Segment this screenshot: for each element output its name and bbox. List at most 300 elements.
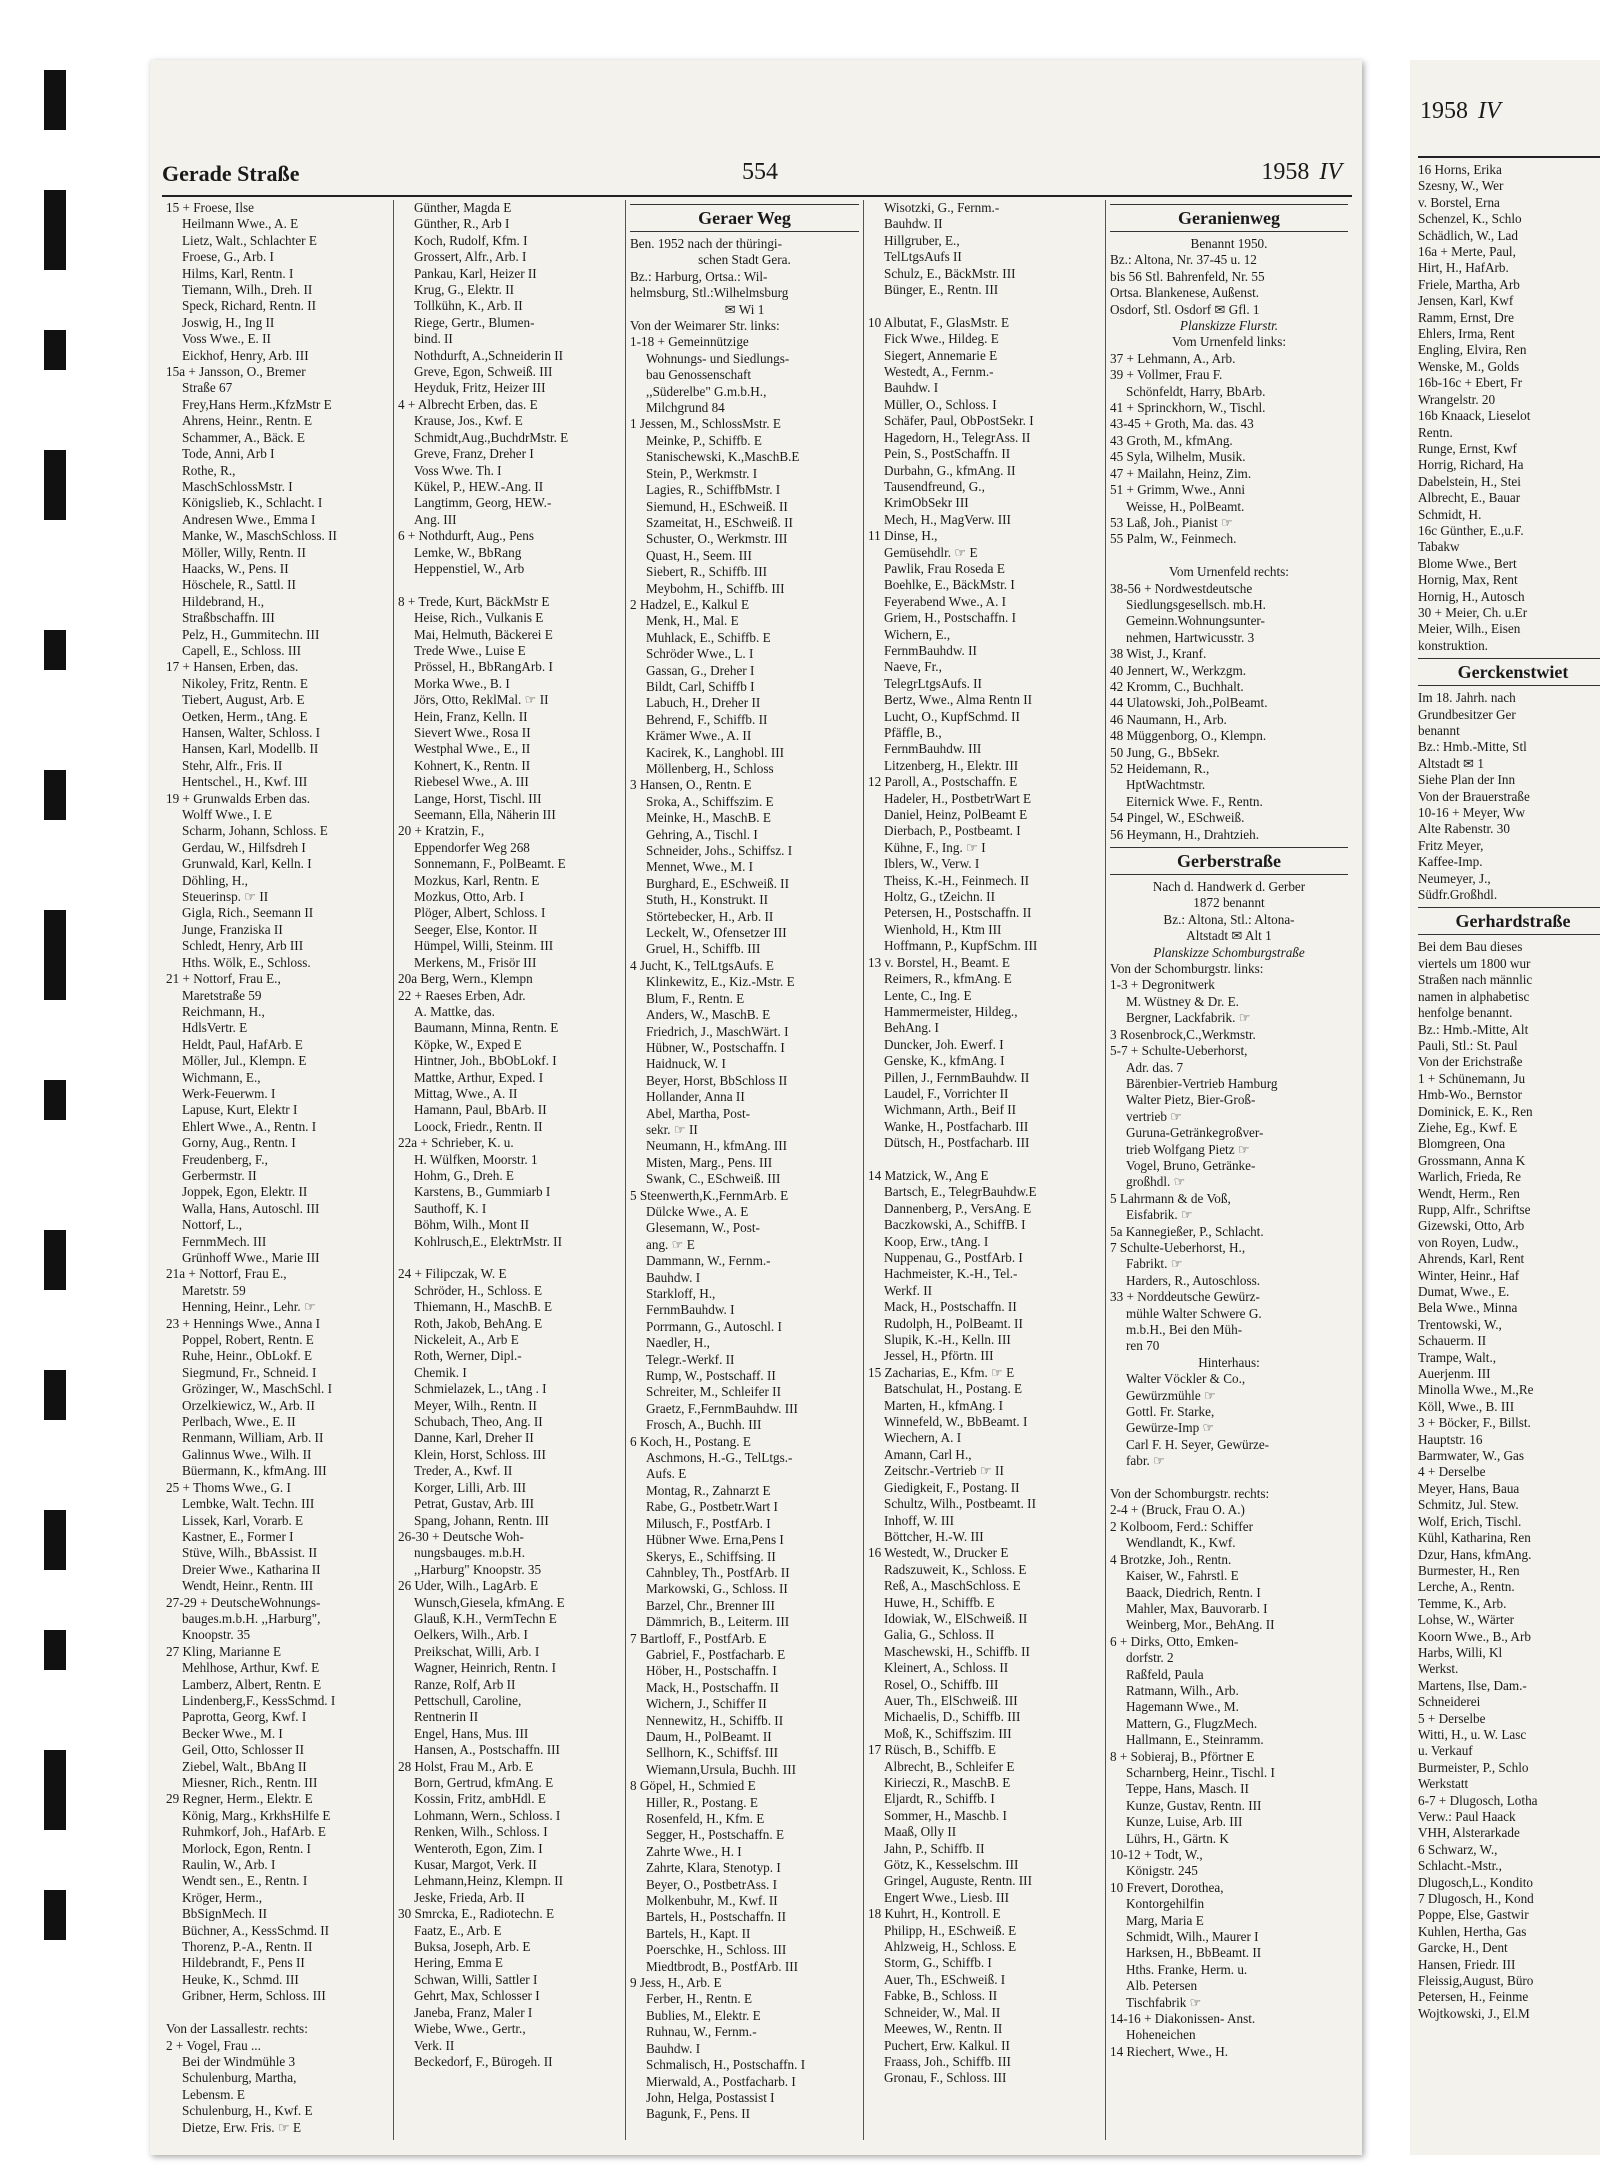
directory-entry: 8 + Trede, Kurt, BäckMstr E [398,593,550,609]
directory-entry: Hansen, A., Postschaffn. III [414,1742,560,1758]
directory-entry: Bz.: Altona, Nr. 37-45 u. 12 [1110,252,1257,268]
facing-directory-entry: Burmeister, P., Schlo [1418,1759,1529,1775]
directory-entry: 27-29 + DeutscheWohnungs- [166,1594,321,1610]
facing-directory-entry: Grossmann, Anna K [1418,1152,1526,1168]
directory-entry: Bartels, H., Postschaffn. II [646,1909,787,1925]
directory-entry: Schammer, A., Bäck. E [182,429,305,445]
directory-entry: Pein, S., PostSchaffn. II [884,446,1011,462]
directory-entry: Rudolph, H., PolBeamt. II [884,1315,1023,1331]
directory-entry: Kükel, P., HEW.-Ang. II [414,478,544,494]
directory-entry: Engert Wwe., Liesb. III [884,1889,1009,1905]
directory-entry: 12 Paroll, A., Postschaffn. E [868,774,1018,790]
directory-entry: Büermann, K., kfmAng. III [182,1463,327,1479]
directory-entry: Vom Urnenfeld rechts: [1169,564,1289,580]
directory-entry: Meybohm, H., Schiffb. III [646,580,785,596]
facing-directory-entry: Rentn. [1418,424,1453,440]
directory-entry: Wichmann, E., [182,1069,261,1085]
facing-directory-entry: Bela Wwe., Minna [1418,1300,1518,1316]
directory-entry: 13 v. Borstel, H., Beamt. E [868,954,1010,970]
directory-entry: Ratmann, Wilh., Arb. [1126,1682,1239,1698]
directory-entry: m.b.H., Bei den Müh- [1126,1322,1243,1337]
facing-directory-entry: Poppe, Else, Gastwir [1418,1907,1529,1923]
directory-entry: Baumann, Minna, Rentn. E [414,1020,559,1036]
directory-entry: Kleinert, A., Schloss. II [884,1660,1009,1676]
directory-entry: Kastner, E., Former I [182,1528,294,1544]
directory-entry: Mattern, G., FlugzMech. [1126,1715,1258,1731]
directory-entry: Möller, Willy, Rentn. II [182,544,306,560]
directory-entry: Altstadt ✉ Alt 1 [1186,928,1272,944]
directory-entry: Winnefeld, W., BbBeamt. I [884,1414,1028,1430]
directory-entry: Milusch, F., PostfArb. I [646,1515,771,1531]
directory-entry: Gassan, G., Dreher I [646,662,755,678]
directory-entry: Westedt, A., Fernm.- [884,364,994,380]
directory-entry: Wagner, Heinrich, Rentn. I [414,1660,556,1676]
directory-entry: Lebensm. E [182,2086,245,2102]
facing-directory-entry: 5 + Derselbe [1418,1710,1486,1726]
directory-entry: 10 Frevert, Dorothea, [1110,1879,1224,1895]
directory-entry: Ziebel, Walt., BbAng II [182,1758,307,1774]
directory-entry: Mittag, Wwe., A. II [414,1085,518,1101]
facing-directory-entry: Blomgreen, Ona [1418,1136,1506,1152]
directory-entry: Störtebecker, H., Arb. II [646,908,774,924]
directory-entry: Daniel, Heinz, PolBeamt E [884,807,1028,823]
facing-directory-entry: Ziehe, Eg., Kwf. E [1418,1119,1518,1135]
directory-entry: Frey,Hans Herm.,KfzMstr E [182,396,332,412]
directory-entry: Nach d. Handwerk d. Gerber [1152,879,1306,895]
directory-entry: Schreiter, M., Schleifer II [646,1384,781,1400]
directory-column-1 [162,200,394,2140]
directory-entry: Schäfer, Paul, ObPostSekr. I [884,413,1034,429]
directory-entry: helmsburg, Stl.:Wilhelmsburg [630,285,789,301]
directory-entry: 37 + Lehmann, A., Arb. [1110,350,1236,366]
directory-entry: Iblers, W., Verw. I [884,856,980,872]
directory-entry: Böhm, Wilh., Mont II [414,1217,529,1233]
directory-entry: John, Helga, Postassist I [646,2089,775,2105]
facing-directory-entry: Meyer, Hans, Baua [1418,1480,1520,1496]
directory-entry: Stein, P., Werkmstr. I [646,465,758,481]
facing-directory-entry: Szesny, W., Wer [1418,178,1504,194]
directory-entry: Eljardt, R., Schiffb. I [884,1791,995,1807]
directory-entry: dorfstr. 2 [1126,1650,1174,1666]
directory-entry: Froese, G., Arb. I [182,249,274,265]
facing-directory-entry: Schmitz, Jul. Stew. [1418,1497,1519,1513]
facing-edition-year: 1958 [1420,98,1468,124]
directory-entry: Westphal Wwe., E., II [414,741,531,757]
directory-entry: 17 Rüsch, B., Schiffb. E [868,1742,996,1758]
directory-entry: trieb Wolfgang Pietz ☞ [1126,1141,1250,1157]
directory-entry: Seeger, Else, Kontor. II [414,921,538,937]
directory-entry: Wiebe, Wwe., Gertr., [414,2021,526,2037]
directory-entry: Kaiser, W., Fahrstl. E [1126,1568,1239,1584]
directory-entry: mühle Walter Schwere G. [1126,1305,1262,1321]
street-heading: Gerckenstwiet [1418,658,1600,686]
directory-entry: Wiechern, A. I [884,1430,962,1446]
directory-entry: 4 Brotzke, Joh., Rentn. [1110,1551,1232,1567]
directory-entry: 43 Groth, M., kfmAng. [1110,432,1233,448]
facing-directory-entry: Grundbesitzer Ger [1418,706,1516,722]
directory-entry: 28 Holst, Frau M., Arb. E [398,1758,534,1774]
directory-entry [1110,548,1348,564]
directory-entry: Miedtbrodt, B., PostfArb. III [646,1958,799,1974]
directory-entry: TelegrLtgsAufs. II [884,675,982,691]
facing-directory-entry: Auerjenm. III [1418,1366,1491,1382]
facing-directory-entry: Pauli, Stl.: St. Paul [1418,1037,1518,1053]
directory-entry: Lembke, Walt. Techn. III [182,1496,315,1512]
directory-entry: Riege, Gertr., Blumen- [414,314,535,330]
directory-entry: Eppendorfer Weg 268 [414,839,530,855]
street-heading: Geraer Weg [630,204,859,232]
directory-entry: Griem, H., Postschaffn. I [884,610,1016,626]
directory-column-4 [864,200,1106,2140]
directory-entry: Steuerinsp. ☞ II [182,889,269,905]
facing-directory-entry: Friele, Martha, Arb [1418,276,1520,292]
directory-entry: Junge, Franziska II [182,921,283,937]
directory-entry: Storm, G., Schiffb. I [884,1955,992,1971]
facing-directory-entry: 16b-16c + Ebert, Fr [1418,375,1523,391]
directory-entry: Bauhdw. I [646,1269,701,1285]
directory-entry: 3 Rosenbrock,C.,Werkmstr. [1110,1026,1256,1042]
directory-entry: Nottorf, L., [182,1217,243,1233]
directory-entry: König, Marg., KrkhsHilfe E [182,1807,331,1823]
edition-label [1261,159,1342,186]
directory-entry: Aufs. E [646,1466,687,1482]
facing-directory-entry: benannt [1418,723,1460,738]
directory-entry: Schubach, Theo, Ang. II [414,1414,543,1430]
facing-directory-entry: Garcke, H., Dent [1418,1940,1508,1956]
directory-entry: Götz, K., Kesselschm. III [884,1857,1019,1873]
directory-entry: Koop, Erw., tAng. I [884,1233,989,1249]
directory-entry: Markowski, G., Schloss. II [646,1581,788,1597]
directory-entry: Lietz, Walt., Schlachter E [182,232,317,248]
directory-entry: Roth, Werner, Dipl.- [414,1348,522,1364]
directory-entry: MaschSchlossMstr. I [182,478,293,494]
facing-directory-entry: Kuhlen, Hertha, Gas [1418,1923,1527,1939]
facing-directory-entry: Fritz Meyer, [1418,837,1484,853]
facing-directory-entry: Hauptstr. 16 [1418,1431,1483,1447]
directory-entry: 27 Kling, Marianne E [166,1643,281,1659]
directory-entry: Böttcher, H.-W. III [884,1528,984,1544]
directory-entry: Ferber, H., Rentn. E [646,1991,753,2007]
directory-entry: Wohnungs- und Siedlungs- [646,350,790,366]
directory-entry: Paprotta, Georg, Kwf. I [182,1709,307,1725]
facing-directory-entry: Winter, Heinr., Haf [1418,1267,1520,1283]
directory-entry: Dreier Wwe., Katharina II [182,1561,321,1577]
directory-entry: Pettschull, Caroline, [414,1692,522,1708]
directory-entry: Dämmrich, B., Leiterm. III [646,1614,790,1630]
facing-directory-entry: Dumat, Wwe., E. [1418,1284,1510,1299]
directory-entry: Daum, H., PolBeamt. II [646,1728,772,1744]
directory-entry: Laudel, F., Vorrichter II [884,1085,1009,1101]
directory-entry: 38-56 + Nordwestdeutsche [1110,580,1253,596]
directory-entry: Wendt sen., E., Rentn. I [182,1873,308,1889]
directory-entry: Greve, Franz, Dreher I [414,446,534,462]
directory-entry: vertrieb ☞ [1126,1108,1183,1124]
directory-entry: Bz.: Altona, Stl.: Altona- [1163,911,1295,927]
directory-entry: ,,Harburg" Knoopstr. 35 [414,1561,542,1577]
directory-entry: Muhlack, E., Schiffb. E [646,629,771,645]
directory-entry: Hachmeister, K.-H., Tel.- [884,1266,1018,1282]
directory-entry: Trede Wwe., Luise E [414,642,526,658]
directory-columns [162,200,1352,2140]
directory-entry: Radszuweit, K., Schloss. E [884,1561,1027,1577]
directory-entry: Auer, Th., ElSchweiß. III [884,1692,1018,1708]
facing-directory-entry: Petersen, H., Feinme [1418,1989,1529,2005]
facing-directory-entry: Runge, Ernst, Kwf [1418,440,1517,456]
directory-entry: Swank, C., ESchweiß. III [646,1171,781,1187]
directory-entry: Kunze, Luise, Arb. III [1126,1814,1243,1830]
directory-entry: Stanischewski, K.,MaschB.E [646,449,800,465]
directory-entry: bis 56 Stl. Bahrenfeld, Nr. 55 [1110,268,1265,284]
directory-entry: Benannt 1950. [1190,236,1268,251]
directory-entry [868,1152,1101,1168]
directory-entry [868,298,1101,314]
directory-entry: Lührs, H., Gärtn. K [1126,1830,1229,1846]
directory-entry: 5a Kannegießer, P., Schlacht. [1110,1223,1264,1239]
directory-entry: Duncker, Joh. Ewerf. I [884,1036,1004,1052]
directory-entry: Jeske, Frieda, Arb. II [414,1889,525,1905]
directory-entry: Gemüsehdlr. ☞ E [884,544,978,560]
directory-entry: Kirieczi, R., MaschB. E [884,1775,1011,1790]
directory-entry: Bz.: Harburg, Ortsa.: Wil- [630,268,768,284]
directory-entry: Petrat, Gustav, Arb. III [414,1496,534,1512]
directory-entry: Marg, Maria E [1126,1912,1204,1928]
directory-entry: Zeitschr.-Vertrieb ☞ II [884,1463,1004,1479]
directory-entry: bind. II [414,331,453,347]
directory-entry: Gigla, Rich., Seemann II [182,905,314,921]
directory-entry: Maretstraße 59 [182,987,262,1003]
facing-directory-entry: Ahrends, Karl, Rent [1418,1251,1525,1267]
directory-entry: Merkens, M., Frisör III [414,954,537,970]
facing-directory-entry: Siehe Plan der Inn [1418,772,1516,788]
facing-directory-entry: Jensen, Karl, Kwf [1418,293,1514,309]
directory-entry: Engel, Hans, Mus. III [414,1725,529,1741]
directory-entry: Renmann, William, Arb. II [182,1430,324,1446]
directory-entry: Buksa, Joseph, Arb. E [414,1939,531,1955]
directory-entry: 44 Ulatowski, Joh.,PolBeamt. [1110,695,1268,711]
directory-entry: Mack, H., Postschaffn. II [884,1299,1017,1315]
directory-entry: 47 + Mailahn, Heinz, Zim. [1110,465,1252,481]
directory-entry: Glesemann, W., Post- [646,1220,760,1236]
directory-entry: Gringel, Auguste, Rentn. III [884,1873,1032,1889]
directory-entry: Schmielazek, L., tAng . I [414,1381,547,1397]
directory-entry: 24 + Filipczak, W. E [398,1266,507,1282]
facing-directory-entry: Werkst. [1418,1661,1459,1677]
directory-entry: 25 + Thoms Wwe., G. I [166,1479,291,1495]
directory-entry: Gorny, Aug., Rentn. I [182,1135,296,1151]
directory-entry: Manke, W., MaschSchloss. II [182,528,337,544]
directory-entry: Montag, R., Zahnarzt E [646,1482,771,1498]
directory-entry: Schmalisch, H., Postschaffn. I [646,2057,806,2073]
directory-entry: Harders, R., Autoschloss. [1126,1272,1261,1288]
directory-entry: Bünger, E., Rentn. III [884,282,999,298]
facing-directory-entry: Trentowski, W., [1418,1316,1502,1332]
directory-entry: 1-18 + Gemeinnützige [630,334,749,350]
facing-directory-entry: Wendt, Herm., Ren [1418,1185,1520,1201]
street-heading: Gerberstraße [1110,847,1348,875]
directory-entry: Zahrte, Klara, Stenotyp. I [646,1860,781,1876]
directory-entry: Mack, H., Postschaffn. II [646,1679,779,1695]
facing-directory-entry: Schauerm. II [1418,1333,1487,1349]
directory-entry: Hentschel., H., Kwf. III [182,774,308,790]
directory-entry: Heldt, Paul, HafArb. E [182,1036,303,1052]
directory-entry: Stüve, Wilh., BbAssist. II [182,1545,318,1561]
directory-entry: Fabke, B., Schloss. II [884,1988,998,2004]
page-header [162,155,1352,197]
directory-page [150,60,1362,2155]
directory-entry: FernmBauhdw. II [884,642,977,658]
directory-entry: Scharm, Johann, Schloss. E [182,823,328,839]
directory-entry: Gribner, Herm, Schloss. III [182,1988,326,2004]
directory-entry: Burghard, E., ESchweiß. II [646,875,789,891]
facing-directory-entry: Straßen nach männlic [1418,972,1533,988]
directory-entry: Schwan, Willi, Sattler I [414,1971,538,1987]
directory-entry: Wienhold, H., Ktm III [884,921,1002,937]
directory-entry: Loock, Friedr., Rentn. II [414,1118,543,1134]
directory-entry: Hamann, Paul, BbArb. II [414,1102,547,1118]
facing-directory-entry: 10-16 + Meyer, Ww [1418,805,1526,821]
facing-directory-entry: Trampe, Walt., [1418,1349,1497,1365]
facing-directory-entry: 30 + Meier, Ch. u.Er [1418,604,1528,620]
directory-entry: Mech, H., MagVerw. III [884,511,1011,527]
directory-entry: Planskizze Flurstr. [1179,318,1279,334]
facing-directory-entry: Hansen, Friedr. III [1418,1956,1516,1972]
directory-column-3 [626,200,864,2140]
directory-entry: Bärenbier-Vertrieb Hamburg [1126,1075,1278,1091]
directory-entry: Baack, Diedrich, Rentn. I [1126,1584,1261,1600]
directory-entry: Poppel, Robert, Rentn. E [182,1332,314,1348]
directory-entry: 50 Jung, G., BbSekr. [1110,744,1220,760]
directory-entry: Auer, Th., ESchweiß. I [884,1971,1006,1987]
directory-entry: Nikoley, Fritz, Rentn. E [182,675,308,691]
directory-entry: Tode, Anni, Arb I [182,446,275,462]
directory-entry: Schröder, H., Schloss. E [414,1282,543,1298]
facing-directory-entry: Altstadt ✉ 1 [1418,755,1484,771]
facing-directory-entry: Von der Brauerstraße [1418,788,1530,804]
facing-directory-entry: 4 + Derselbe [1418,1464,1486,1480]
directory-entry: Verk. II [414,2037,455,2053]
directory-entry: Joswig, H., Ing II [182,314,275,330]
facing-directory-entry: Koorn Wwe., B., Arb [1418,1628,1531,1644]
directory-entry: Meewes, W., Rentn. II [884,2021,1003,2037]
street-heading: Geranienweg [1110,204,1348,232]
directory-entry: Skerys, E., Schiffsing. II [646,1548,776,1564]
directory-entry: Cahnbley, Th., PostfArb. II [646,1564,790,1580]
edition-year: 1958 [1261,159,1310,185]
street-running-head: Gerade Straße [162,161,300,186]
directory-entry: Janeba, Franz, Maler I [414,2004,533,2020]
directory-entry: 21a + Nottorf, Frau E., [166,1266,287,1282]
directory-entry: Freudenberg, F., [182,1151,268,1167]
directory-entry: 15a + Jansson, O., Bremer [166,364,306,380]
directory-entry: Anders, W., MaschB. E [646,1007,771,1023]
directory-entry: Pfäffle, B., [884,725,942,740]
directory-entry: Schledt, Henry, Arb III [182,938,304,954]
directory-entry: Lemke, W., BbRang [414,544,522,560]
directory-entry: Heyduk, Fritz, Heizer III [414,380,546,396]
directory-entry: 16 Westedt, W., Drucker E [868,1545,1009,1561]
directory-entry: Reß, A., MaschSchloss. E [884,1578,1021,1594]
directory-entry: Hansen, Walter, Schloss. I [182,725,321,740]
directory-entry: Sauthoff, K. I [414,1200,487,1216]
facing-directory-entry: 7 Dlugosch, H., Kond [1418,1891,1534,1907]
directory-entry: Haacks, W., Pens. II [182,560,289,576]
directory-entry: Stehr, Alfr., Fris. II [182,757,283,773]
directory-entry: nehmen, Hartwicusstr. 3 [1126,629,1255,645]
directory-entry: 45 Syla, Wilhelm, Musik. [1110,449,1246,465]
directory-entry: Wendt, Heinr., Rentn. III [182,1578,314,1594]
directory-entry: Gottl. Fr. Starke, [1126,1404,1215,1420]
facing-directory-entry: Kühl, Katharina, Ren [1418,1530,1531,1546]
directory-entry: Gehrt, Max, Schlosser I [414,1988,540,2004]
directory-entry: Grünhoff Wwe., Marie III [182,1250,320,1265]
directory-entry: Hohm, G., Dreh. E [414,1167,514,1183]
directory-entry: Voss Wwe., E. II [182,331,271,347]
directory-entry: Chemik. I [414,1364,467,1380]
directory-entry: BbSignMech. II [182,1906,267,1922]
directory-entry: Hübner Wwe. Erna,Pens I [646,1532,784,1548]
directory-entry: Königstr. 245 [1126,1863,1198,1879]
directory-entry: Wolff Wwe., I. E [182,807,273,823]
directory-entry: Gemeinn.Wohnungsunter- [1126,613,1265,629]
directory-entry: 39 + Vollmer, Frau F. [1110,367,1223,383]
directory-entry: Hagedorn, H., TelegrAss. II [884,429,1031,445]
directory-entry: Höber, H., Postschaffn. I [646,1663,777,1679]
directory-entry: Hilms, Karl, Rentn. I [182,265,294,281]
directory-entry: Aschmons, H.-G., TelLtgs.- [646,1450,793,1466]
directory-entry: 17 + Hansen, Erben, das. [166,659,299,675]
directory-entry: Schneider, Johs., Schiffsz. I [646,843,793,859]
directory-entry: Lissek, Karl, Vorarb. E [182,1512,304,1528]
facing-directory-entry: Bei dem Bau dieses [1418,939,1523,955]
directory-entry: Glauß, K.H., VermTechn E [414,1610,557,1626]
directory-entry: Höschele, R., Sattl. II [182,577,296,593]
directory-entry: Günther, Magda E [414,200,512,215]
directory-entry: Ortsa. Blankenese, Außenst. [1110,285,1260,301]
directory-entry: Maschewski, H., Schiffb. II [884,1643,1030,1659]
directory-entry: Bauhdw. I [646,2040,701,2056]
directory-entry: Sommer, H., Maschb. I [884,1807,1007,1823]
directory-entry: 54 Pingel, W., ESchweiß. [1110,810,1245,826]
directory-entry: Müller, O., Schloss. I [884,396,997,412]
directory-entry: 10 Albutat, F., GlasMstr. E [868,314,1010,330]
directory-entry: Roth, Jakob, BehAng. E [414,1315,543,1331]
facing-directory-entry: von Royen, Ludw., [1418,1234,1519,1250]
facing-directory-entry: Temme, K., Arb. [1418,1595,1507,1611]
directory-entry: 14 Matzick, W., Ang E [868,1167,989,1183]
directory-entry: Weisse, H., PolBeamt. [1126,498,1245,514]
facing-directory-entry: Köll, Wwe., B. III [1418,1398,1515,1414]
directory-entry: Genske, K., kfmAng. I [884,1053,1005,1069]
directory-entry: Wiemann,Ursula, Buchh. III [646,1761,796,1777]
directory-entry: Heilmann Wwe., A. E [182,216,299,232]
directory-entry: HdlsVertr. E [182,1020,248,1036]
directory-entry: Nothdurft, A.,Schneiderin II [414,347,564,363]
facing-directory-entry: Albrecht, E., Bauar [1418,490,1521,506]
directory-entry: Kossin, Fritz, ambHdl. E [414,1791,546,1807]
directory-entry: 18 Kuhrt, H., Kontroll. E [868,1906,1001,1922]
directory-entry: Ben. 1952 nach der thüringi- [630,236,782,251]
directory-entry: Straße 67 [182,380,233,396]
directory-entry: Vogel, Bruno, Getränke- [1126,1157,1256,1173]
directory-entry: Hallmann, E., Steinramm. [1126,1732,1264,1748]
directory-entry: Planskizze Schomburgstraße [1153,944,1305,960]
directory-entry: Philipp, H., ESchweiß. E [884,1922,1017,1938]
directory-entry: Fabrikt. ☞ [1126,1256,1183,1272]
directory-entry: Lente, C., Ing. E [884,987,972,1003]
facing-directory-entry: Hirt, H., HafArb. [1418,260,1509,276]
facing-directory-entry: Dlugosch,L., Kondito [1418,1874,1534,1890]
directory-entry: Marten, H., kfmAng. I [884,1397,1004,1413]
